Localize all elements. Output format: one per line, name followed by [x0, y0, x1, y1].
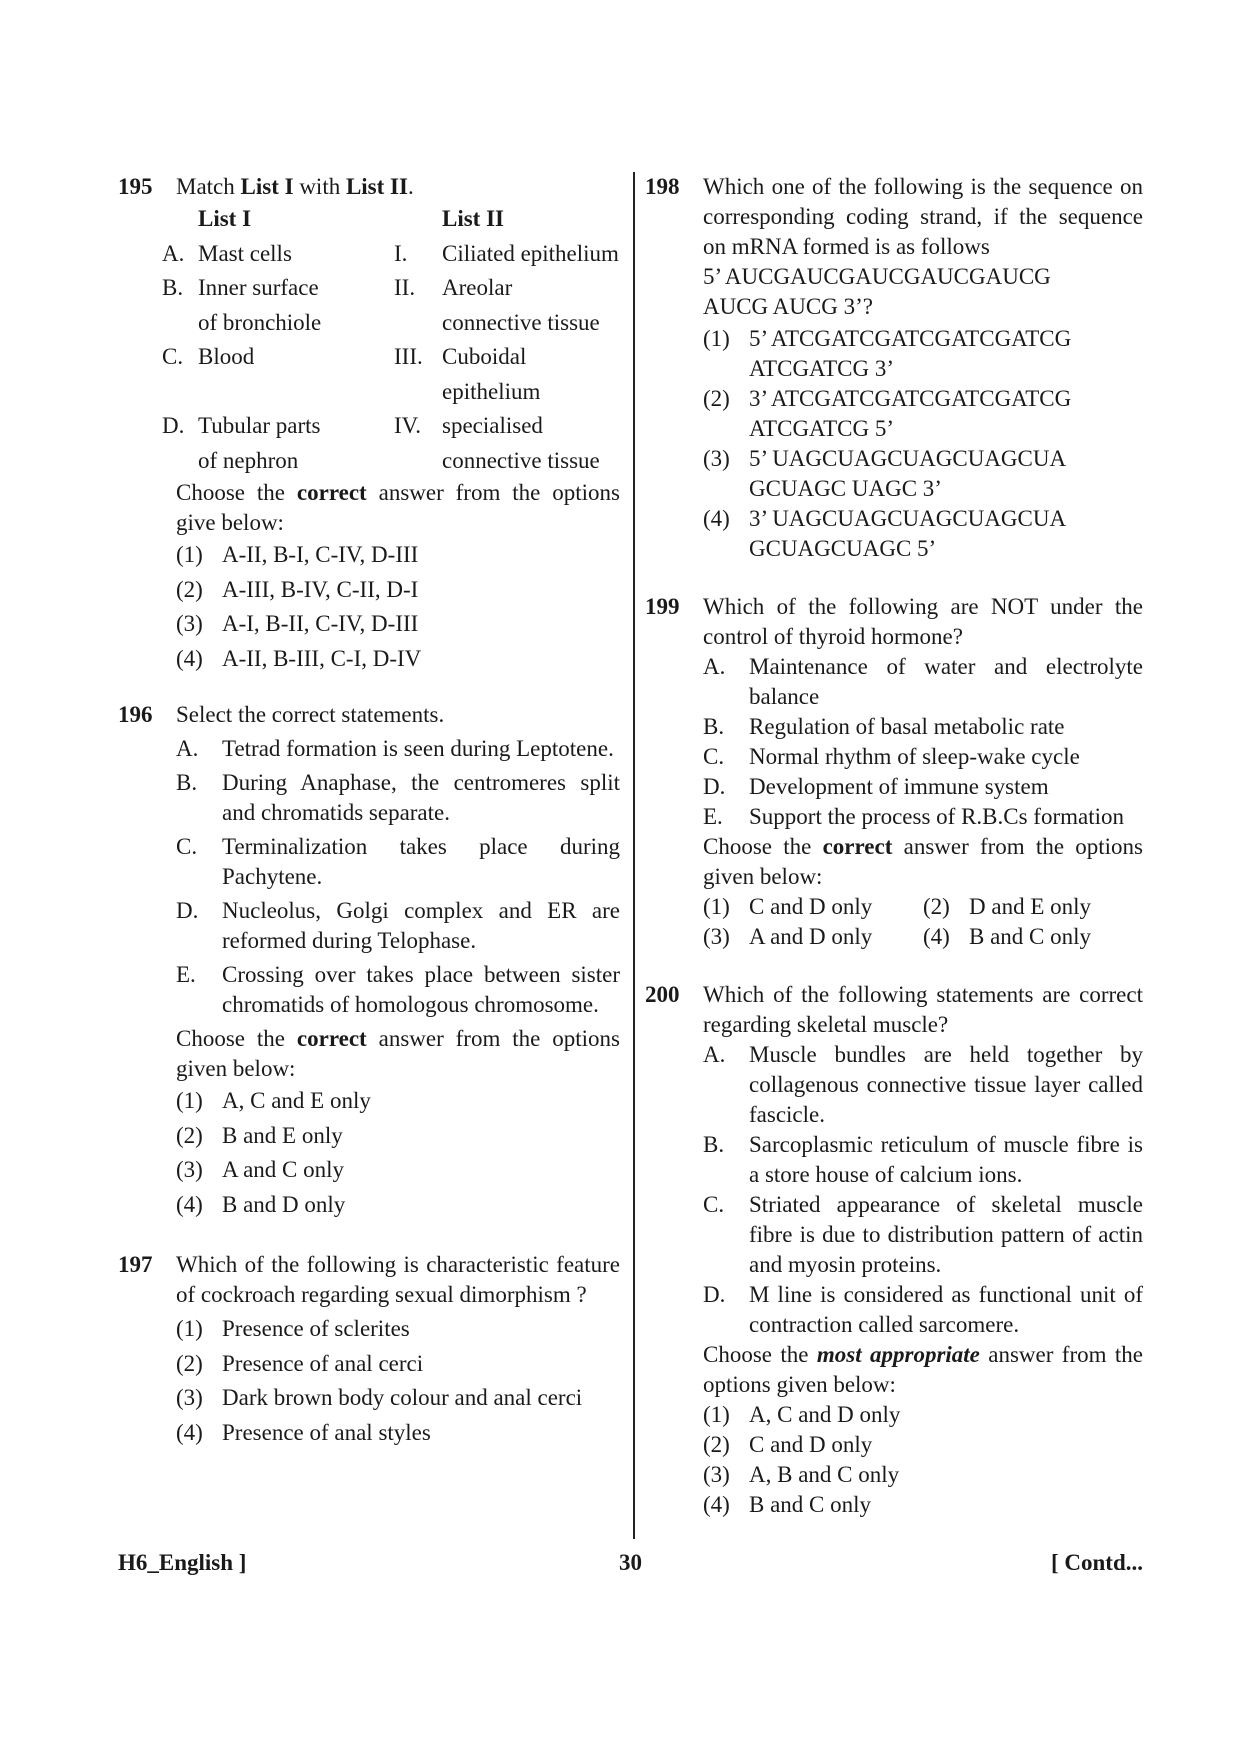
- left-column: [118, 172, 620, 1450]
- question-number: 200: [645, 982, 680, 1007]
- statement: D. Development of immune system: [703, 774, 1049, 799]
- answer-option[interactable]: (4) 3’ UAGCUAGCUAGCUAGCUA GCUAGCUAGC 5’: [703, 506, 1067, 561]
- match-row: B. Inner surface II. Areolar: [162, 275, 513, 300]
- statement: C. Terminalization takes place during Pachytene.: [176, 834, 620, 889]
- question-stem: Select the correct statements.: [176, 702, 445, 727]
- answer-option[interactable]: (4) B and C only: [923, 924, 1092, 949]
- answer-option[interactable]: (1) 5’ ATCGATCGATCGATCGATCG ATCGATCG 3’: [703, 326, 1072, 381]
- answer-option[interactable]: (1) A-II, B-I, C-IV, D-III: [176, 542, 419, 567]
- choose-instruction: Choose the most appropriate answer from the options given below:: [703, 1342, 1143, 1397]
- answer-option[interactable]: (3) 5’ UAGCUAGCUAGCUAGCUA GCUAGC UAGC 3’: [703, 446, 1067, 501]
- page-number: 30: [619, 1550, 642, 1575]
- column-divider: [633, 172, 635, 1539]
- statement: A. Maintenance of water and electrolyte balance: [703, 654, 1143, 709]
- answer-option[interactable]: (1) A, C and E only: [176, 1088, 371, 1113]
- answer-option[interactable]: (2) A-III, B-IV, C-II, D-I: [176, 576, 419, 602]
- question-number: 199: [645, 594, 680, 619]
- statement: D. M line is considered as functional unit of contraction called sarcomere.: [703, 1282, 1143, 1337]
- question-200: [645, 980, 1143, 1520]
- list1-header: List I: [198, 206, 252, 231]
- answer-option[interactable]: (3) Dark brown body colour and anal cerci: [176, 1385, 583, 1410]
- answer-option[interactable]: (4) B and D only: [176, 1191, 346, 1217]
- statement: B. Sarcoplasmic reticulum of muscle fibre is a store house of calcium ions.: [703, 1132, 1143, 1187]
- statement: D. Nucleolus, Golgi complex and ER are reformed during Telophase.: [176, 898, 620, 953]
- choose-instruction: Choose the correct answer from the options given below:: [176, 1026, 620, 1081]
- answer-option[interactable]: (3) A, B and C only: [703, 1462, 900, 1487]
- question-197: [118, 1250, 620, 1450]
- statement: C. Normal rhythm of sleep-wake cycle: [703, 744, 1080, 769]
- question-stem: Match List I with List II.: [176, 174, 414, 199]
- question-number: 197: [118, 1252, 153, 1277]
- answer-option[interactable]: (4) Presence of anal styles: [176, 1419, 431, 1445]
- answer-options-row: [703, 892, 1143, 922]
- question-stem: Which of the following statements are correct regarding skeletal muscle?: [703, 982, 1143, 1037]
- answer-option[interactable]: (3) A-I, B-II, C-IV, D-III: [176, 611, 419, 636]
- answer-option[interactable]: (3) A and C only: [176, 1157, 345, 1182]
- match-row: of nephron connective tissue: [198, 447, 600, 473]
- answer-option[interactable]: (2) C and D only: [703, 1432, 873, 1457]
- statement: A. Tetrad formation is seen during Leptotene.: [176, 736, 614, 761]
- choose-instruction: Choose the correct answer from the options given below:: [703, 834, 1143, 889]
- statement: C. Striated appearance of skeletal muscle fibre is due to distribution pattern of actin and myosin proteins.: [703, 1192, 1143, 1277]
- statement: E. Crossing over takes place between sister chromatids of homologous chromosome.: [176, 962, 620, 1017]
- choose-instruction: Choose the correct answer from the options give below:: [176, 480, 620, 535]
- question-stem: Which one of the following is the sequence on corresponding coding strand, if the sequence on mRNA formed is as follows: [703, 174, 1143, 259]
- question-199: [645, 592, 1143, 952]
- statement: E. Support the process of R.B.Cs formation: [703, 804, 1124, 829]
- match-row: of bronchiole connective tissue: [198, 309, 600, 335]
- answer-option[interactable]: (2) Presence of anal cerci: [176, 1350, 424, 1376]
- answer-option[interactable]: (2) 3’ ATCGATCGATCGATCGATCG ATCGATCG 5’: [703, 386, 1072, 441]
- continued-label: [ Contd...: [1050, 1550, 1143, 1575]
- answer-option[interactable]: (3) A and D only: [703, 924, 873, 949]
- question-number: 195: [118, 174, 153, 199]
- question-196: [118, 700, 620, 1222]
- right-column: [645, 172, 1143, 1520]
- question-number: 196: [118, 702, 153, 727]
- question-195: [118, 172, 620, 676]
- page-footer: [118, 1548, 1143, 1580]
- answer-option[interactable]: (4) B and C only: [703, 1492, 872, 1517]
- question-198: [645, 172, 1143, 564]
- match-row: C. Blood III. Cuboidal epithelium: [162, 344, 541, 404]
- question-stem: Which of the following are NOT under the control of thyroid hormone?: [703, 594, 1143, 649]
- booklet-code: H6_English ]: [118, 1550, 247, 1575]
- statement: B. During Anaphase, the centromeres split and chromatids separate.: [176, 770, 620, 825]
- question-stem: Which of the following is characteristic feature of cockroach regarding sexual dimorphism ?: [176, 1252, 620, 1307]
- answer-option[interactable]: (1) C and D only: [703, 894, 873, 919]
- list2-header: List II: [442, 206, 504, 231]
- statement: B. Regulation of basal metabolic rate: [703, 714, 1065, 739]
- question-number: 198: [645, 174, 680, 199]
- answer-options-row: [703, 922, 1143, 952]
- mrna-sequence: 5’ AUCGAUCGAUCGAUCGAUCG AUCG AUCG 3’?: [703, 264, 1051, 319]
- match-row: A. Mast cells I. Ciliated epithelium: [162, 240, 619, 266]
- match-table: [162, 202, 620, 478]
- answer-option[interactable]: (2) D and E only: [923, 894, 1092, 919]
- match-table-header: [162, 202, 620, 237]
- answer-option[interactable]: (1) A, C and D only: [703, 1402, 901, 1427]
- answer-option[interactable]: (4) A-II, B-III, C-I, D-IV: [176, 645, 422, 671]
- statement: A. Muscle bundles are held together by collagenous connective tissue layer called fascicle.: [703, 1042, 1143, 1127]
- answer-option[interactable]: (1) Presence of sclerites: [176, 1316, 410, 1341]
- match-row: D. Tubular parts IV. specialised: [162, 413, 543, 438]
- answer-option[interactable]: (2) B and E only: [176, 1122, 343, 1148]
